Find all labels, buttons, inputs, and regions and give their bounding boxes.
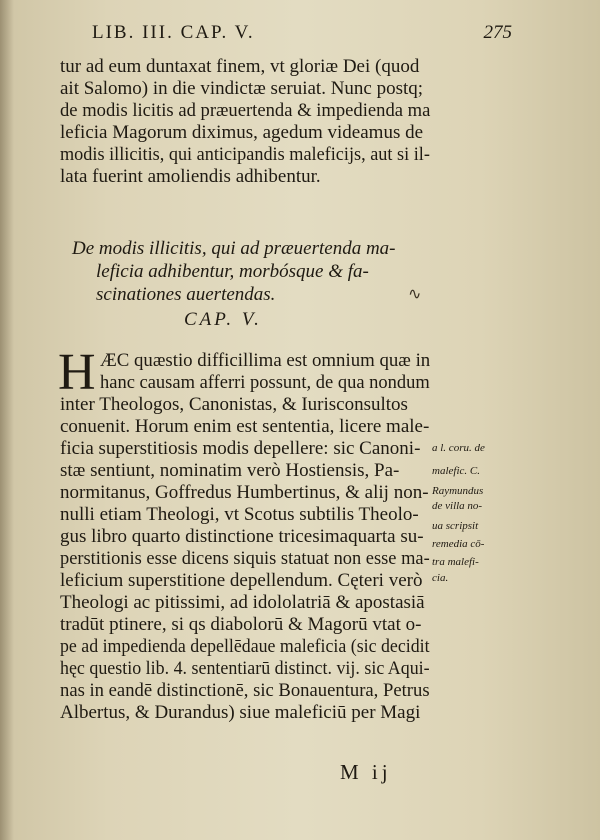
chapter-label: CAP. V. [184,309,262,330]
margin-note: remedia cō- [432,538,485,550]
text-line: normitanus, Goffredus Humbertinus, & alij non- [60,482,429,503]
margin-note: malefic. C. [432,465,480,477]
running-title: LIB. III. CAP. V. [92,22,255,43]
drop-initial: H [58,344,96,401]
flourish-ornament: ∿ [408,286,422,303]
text-line: inter Theologos, Canonistas, & Iurisconsultos [60,394,408,415]
margin-note: Raymundus [432,485,484,497]
text-line: gus libro quarto distinctione tricesimaquarta su- [60,526,424,547]
text-line: Albertus, & Durandus) siue maleficiū per Magi [60,702,421,723]
text-line: lata fuerint amoliendis adhibentur. [60,166,321,187]
signature-mark: M ij [340,760,392,784]
heading-line: scinationes auertendas. [96,284,276,305]
text-line: conuenit. Horum enim est sententia, licere male- [60,416,430,437]
text-line: ait Salomo) in die vindictæ seruiat. Nunc postq; [60,78,424,99]
page-number: 275 [483,22,512,43]
text-line: modis illicitis, qui anticipandis maleficijs, aut si il- [60,144,430,165]
heading-line: De modis illicitis, qui ad præuertenda ma- [72,238,396,259]
text-line: nulli etiam Theologi, vt Scotus subtilis Theolo- [60,504,419,525]
text-line: pe ad impedienda depellēdaue maleficia (sic decidit [60,636,430,657]
text-line: ficia superstitiosis modis depellere: sic Canoni- [60,438,421,459]
margin-note: tra malefi- [432,556,479,568]
text-line: hanc causam afferri possunt, de qua nondum [100,372,430,393]
text-line: tur ad eum duntaxat finem, vt gloriæ Dei (quod [60,56,420,77]
page-header [92,22,512,48]
text-line: ÆC quæstio difficillima est omnium quæ in [100,350,431,371]
margin-note: cia. [432,572,449,584]
text-line: de modis licitis ad præuertenda & impedienda ma [60,100,431,121]
margin-note: de villa no- [432,500,483,512]
text-line: leficia Magorum diximus, agedum videamus de [60,122,424,143]
text-line: hęc questio lib. 4. sententiarū distinct. vij. sic Aqui- [60,658,430,679]
text-line: Theologi ac pitissimi, ad idololatriā & apostasiā [60,592,425,613]
margin-note: a l. coru. de [432,442,485,454]
text-line: stæ sentiunt, nominatim verò Hostiensis, Pa- [60,460,400,481]
margin-note: ua scripsit [432,520,479,532]
heading-line: leficia adhibentur, morbósque & fa- [96,261,369,282]
text-line: nas in eandē distinctionē, sic Bonauentura, Petrus [60,680,430,701]
text-line: tradūt ptinere, si qs diabolorū & Magorū vtat o- [60,614,422,635]
text-line: perstitionis esse dicens siquis statuat non esse ma- [60,548,430,569]
text-line: leficium superstitione depellendum. Cęteri verò [60,570,423,591]
